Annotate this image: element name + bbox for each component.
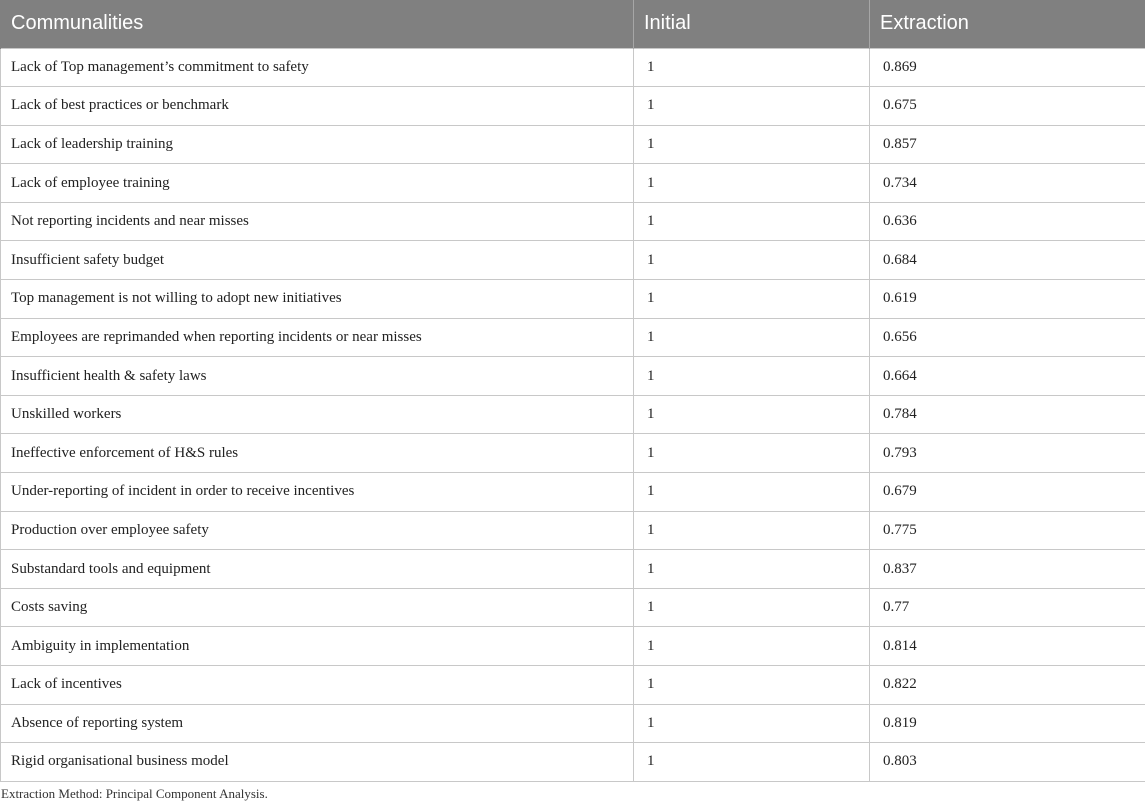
cell-initial: 1 — [634, 666, 870, 705]
cell-extraction: 0.734 — [870, 164, 1145, 203]
cell-initial: 1 — [634, 434, 870, 473]
table-row — [1, 87, 1145, 126]
table-row — [1, 550, 1145, 589]
table-row — [1, 473, 1145, 512]
table-body — [1, 48, 1145, 781]
cell-extraction: 0.664 — [870, 357, 1145, 396]
table-row — [1, 48, 1145, 87]
cell-extraction: 0.803 — [870, 743, 1145, 782]
cell-initial: 1 — [634, 125, 870, 164]
cell-item: Production over employee safety — [1, 511, 634, 550]
cell-initial: 1 — [634, 87, 870, 126]
cell-extraction: 0.857 — [870, 125, 1145, 164]
cell-item: Employees are reprimanded when reporting incidents or near misses — [1, 318, 634, 357]
cell-initial: 1 — [634, 241, 870, 280]
header-extraction: Extraction — [870, 0, 1145, 48]
table-row — [1, 357, 1145, 396]
header-communalities: Communalities — [1, 0, 634, 48]
cell-item: Lack of employee training — [1, 164, 634, 203]
cell-item: Costs saving — [1, 588, 634, 627]
cell-initial: 1 — [634, 48, 870, 87]
cell-item: Ambiguity in implementation — [1, 627, 634, 666]
cell-extraction: 0.656 — [870, 318, 1145, 357]
cell-item: Under-reporting of incident in order to receive incentives — [1, 473, 634, 512]
cell-item: Lack of incentives — [1, 666, 634, 705]
table-row — [1, 202, 1145, 241]
cell-item: Insufficient safety budget — [1, 241, 634, 280]
cell-initial: 1 — [634, 743, 870, 782]
cell-extraction: 0.679 — [870, 473, 1145, 512]
cell-extraction: 0.675 — [870, 87, 1145, 126]
cell-initial: 1 — [634, 202, 870, 241]
table-row — [1, 164, 1145, 203]
cell-extraction: 0.819 — [870, 704, 1145, 743]
cell-item: Unskilled workers — [1, 395, 634, 434]
cell-item: Lack of best practices or benchmark — [1, 87, 634, 126]
cell-extraction: 0.869 — [870, 48, 1145, 87]
table-row — [1, 666, 1145, 705]
cell-initial: 1 — [634, 550, 870, 589]
header-initial: Initial — [634, 0, 870, 48]
table-row — [1, 627, 1145, 666]
table-row — [1, 125, 1145, 164]
cell-extraction: 0.775 — [870, 511, 1145, 550]
table-row — [1, 704, 1145, 743]
cell-initial: 1 — [634, 357, 870, 396]
cell-initial: 1 — [634, 164, 870, 203]
cell-item: Ineffective enforcement of H&S rules — [1, 434, 634, 473]
cell-initial: 1 — [634, 704, 870, 743]
cell-item: Substandard tools and equipment — [1, 550, 634, 589]
cell-item: Not reporting incidents and near misses — [1, 202, 634, 241]
cell-initial: 1 — [634, 473, 870, 512]
cell-initial: 1 — [634, 395, 870, 434]
cell-extraction: 0.814 — [870, 627, 1145, 666]
footnote: Extraction Method: Principal Component Analysis. — [1, 786, 268, 801]
cell-item: Absence of reporting system — [1, 704, 634, 743]
cell-item: Lack of Top management’s commitment to safety — [1, 48, 634, 87]
cell-extraction: 0.837 — [870, 550, 1145, 589]
table-row — [1, 588, 1145, 627]
table-row — [1, 241, 1145, 280]
cell-extraction: 0.77 — [870, 588, 1145, 627]
cell-extraction: 0.636 — [870, 202, 1145, 241]
cell-item: Lack of leadership training — [1, 125, 634, 164]
cell-item: Rigid organisational business model — [1, 743, 634, 782]
cell-item: Insufficient health & safety laws — [1, 357, 634, 396]
cell-initial: 1 — [634, 511, 870, 550]
table-row — [1, 511, 1145, 550]
table-row — [1, 395, 1145, 434]
cell-extraction: 0.784 — [870, 395, 1145, 434]
cell-extraction: 0.793 — [870, 434, 1145, 473]
table-row — [1, 743, 1145, 782]
cell-extraction: 0.619 — [870, 280, 1145, 319]
table-row — [1, 318, 1145, 357]
cell-item: Top management is not willing to adopt new initiatives — [1, 280, 634, 319]
cell-initial: 1 — [634, 318, 870, 357]
cell-initial: 1 — [634, 280, 870, 319]
table-row — [1, 280, 1145, 319]
cell-extraction: 0.822 — [870, 666, 1145, 705]
cell-initial: 1 — [634, 588, 870, 627]
table-row — [1, 434, 1145, 473]
cell-initial: 1 — [634, 627, 870, 666]
cell-extraction: 0.684 — [870, 241, 1145, 280]
header-row — [1, 0, 1145, 48]
